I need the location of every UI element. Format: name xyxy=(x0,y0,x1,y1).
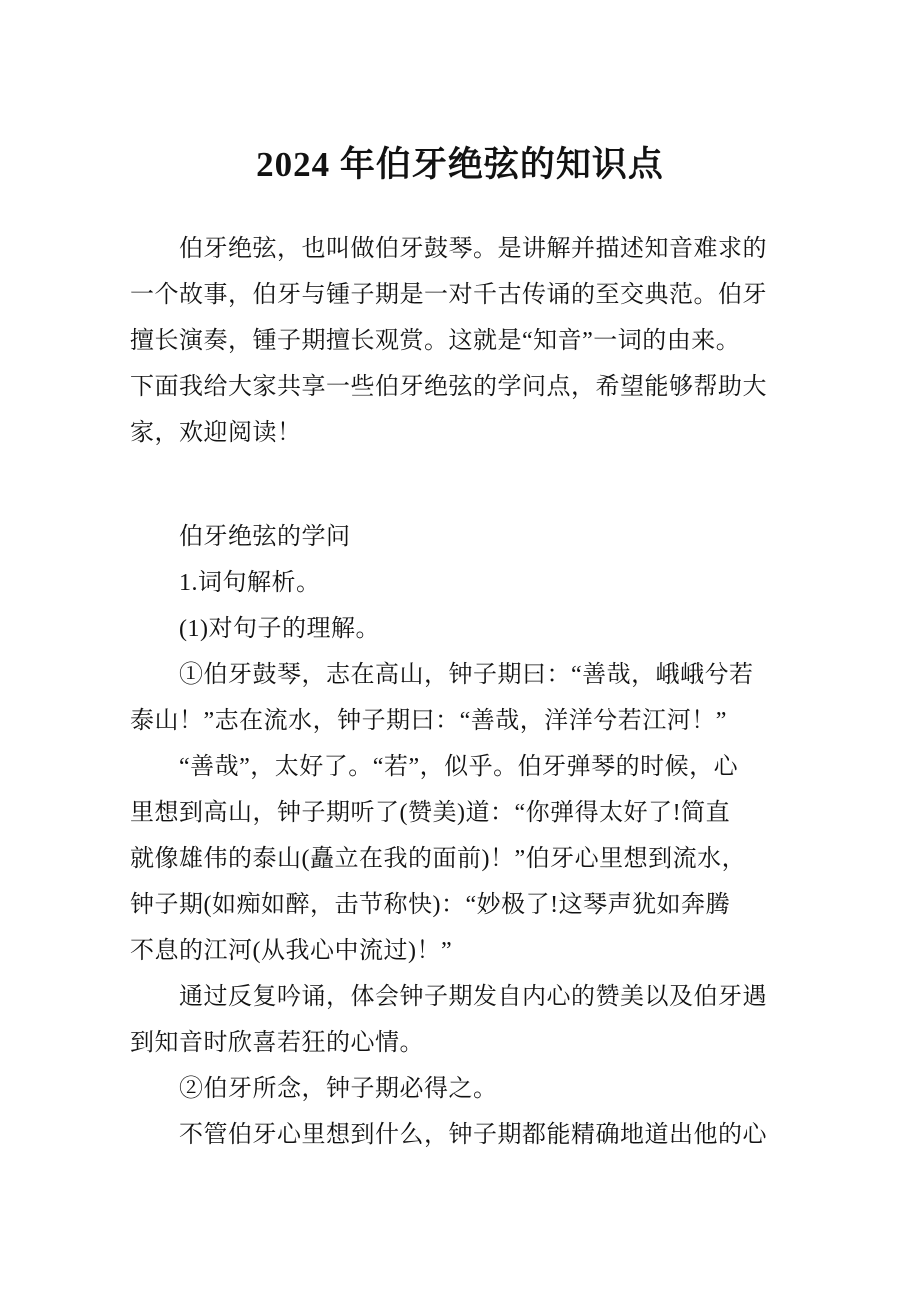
text-line: (1)对句子的理解。 xyxy=(179,616,380,642)
text-line: 就像雄伟的泰山(矗立在我的面前)！”伯牙心里想到流水， xyxy=(130,846,747,872)
paragraph-item-1-1 xyxy=(130,606,790,652)
text-line: 一个故事，伯牙与锺子期是一对千古传诵的至交典范。伯牙 xyxy=(130,282,767,308)
text-line: 里想到高山，钟子期听了(赞美)道：“你弹得太好了!简直 xyxy=(130,800,731,826)
text-line: 擅长演奏，锺子期擅长观赏。这就是“知音”一词的由来。 xyxy=(130,328,741,354)
paragraph-sentence-2 xyxy=(130,1066,790,1112)
text-line: ②伯牙所念，钟子期必得之。 xyxy=(179,1076,498,1102)
text-line: ①伯牙鼓琴，志在高山，钟子期曰：“善哉，峨峨兮若 xyxy=(179,662,754,688)
text-line: 钟子期(如痴如醉，击节称快)：“妙极了!这琴声犹如奔腾 xyxy=(130,892,731,918)
text-line: 伯牙绝弦，也叫做伯牙鼓琴。是讲解并描述知音难求的 xyxy=(179,236,767,262)
paragraph-intro xyxy=(130,226,790,456)
paragraph-section-heading xyxy=(130,514,790,560)
text-line: 到知音时欣喜若狂的心情。 xyxy=(130,1030,424,1056)
text-line: 通过反复吟诵，体会钟子期发自内心的赞美以及伯牙遇 xyxy=(179,984,767,1010)
text-line: 1.词句解析。 xyxy=(179,570,321,596)
text-line: 家，欢迎阅读！ xyxy=(130,420,302,446)
text-line: 下面我给大家共享一些伯牙绝弦的学问点，希望能够帮助大 xyxy=(130,374,767,400)
text-line: “善哉”，太好了。“若”，似乎。伯牙弹琴的时候，心 xyxy=(179,754,739,780)
document-text xyxy=(130,226,790,1158)
text-line: 伯牙绝弦的学问 xyxy=(179,524,351,550)
text-line: 不息的江河(从我心中流过)！” xyxy=(130,938,453,964)
document-title: 2024 年伯牙绝弦的知识点 xyxy=(256,145,664,184)
text-line: 不管伯牙心里想到什么，钟子期都能精确地道出他的心 xyxy=(179,1122,767,1148)
paragraph-summary-1 xyxy=(130,974,790,1066)
paragraph-sentence-1 xyxy=(130,652,790,744)
text-line: 泰山！”志在流水，钟子期曰：“善哉，洋洋兮若江河！” xyxy=(130,708,727,734)
paragraph-explanation-2 xyxy=(130,1112,790,1158)
paragraph-item-1 xyxy=(130,560,790,606)
paragraph-explanation-1 xyxy=(130,744,790,974)
